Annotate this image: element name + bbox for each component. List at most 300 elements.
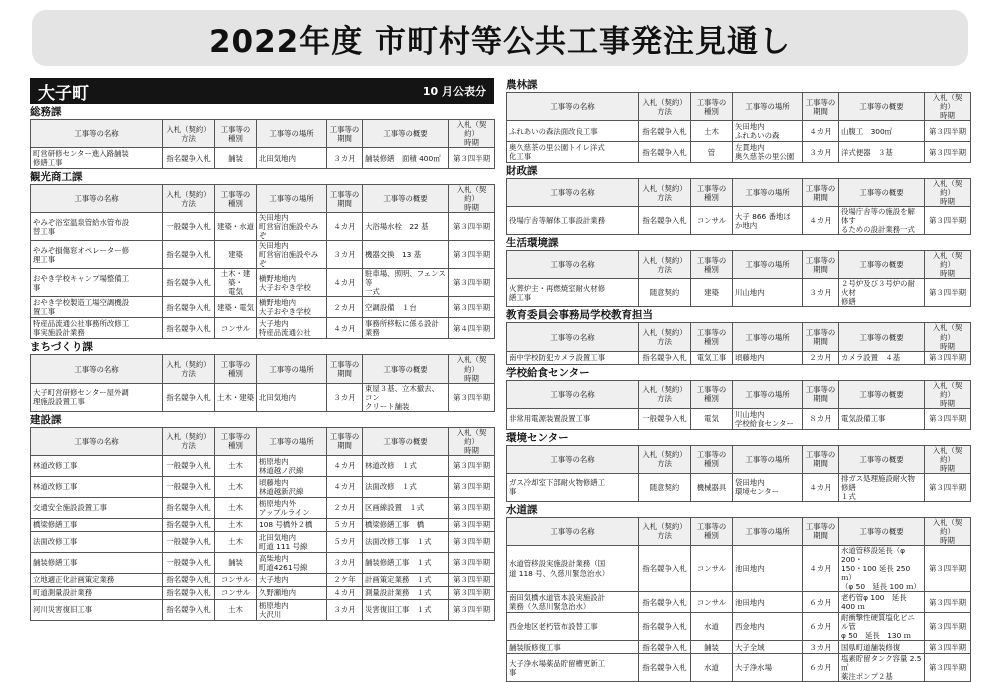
column-header: 工事等の概要: [363, 427, 449, 455]
section-title: 財政課: [506, 165, 538, 178]
table-cell: 槇野地地内 大子おやき学校: [257, 297, 327, 318]
works-table: [506, 517, 971, 682]
section-title: 水道課: [506, 503, 538, 516]
table-cell: 池田地内: [733, 545, 803, 591]
table-cell: 立地適正化計画策定業務: [31, 573, 163, 586]
table-cell: 北田気地内: [257, 148, 327, 169]
works-table: [30, 184, 495, 339]
column-header: 入札（契約） 方法: [639, 445, 691, 473]
table-header-row: [507, 380, 971, 408]
table-cell: 舗装: [215, 148, 257, 169]
table-cell: 指名競争入札: [163, 599, 215, 620]
table-cell: 塩素貯留タンク容量 2.5㎥ 薬注ポンプ２基: [839, 654, 925, 682]
table-row: [507, 641, 971, 654]
table-cell: 北田気地内: [257, 383, 327, 411]
column-header: 工事等の 期間: [803, 517, 839, 545]
section-title: 農林課: [506, 79, 538, 91]
table-cell: コンサル: [691, 592, 733, 613]
table-cell: 火葬炉主・再燃焼室耐火材修 繕工事: [507, 279, 639, 307]
table-row: [31, 518, 495, 531]
column-header: 工事等の 種別: [215, 185, 257, 213]
table-cell: 第３四半期: [925, 279, 971, 307]
table-row: [31, 455, 495, 476]
table-cell: 指名競争入札: [163, 269, 215, 297]
column-header: 工事等の 期間: [803, 251, 839, 279]
column-header: 入札（契約） 方法: [639, 179, 691, 207]
table-cell: 第３四半期: [449, 241, 495, 269]
table-row: [31, 213, 495, 241]
table-row: [507, 351, 971, 364]
table-cell: ３カ月: [327, 241, 363, 269]
table-cell: 袋田地内 環境センター: [733, 473, 803, 501]
column-header: 工事等の概要: [363, 185, 449, 213]
table-cell: コンサル: [215, 318, 257, 339]
table-row: [31, 476, 495, 497]
table-cell: 108 号橋外２橋: [257, 518, 327, 531]
column-header: 工事等の名称: [507, 445, 639, 473]
table-cell: 第３四半期: [449, 476, 495, 497]
section-title: 生活環境課: [506, 237, 559, 250]
table-cell: 第３四半期: [925, 351, 971, 364]
table-cell: ５カ月: [327, 531, 363, 552]
table-cell: 水道管移設延長（φ 200・ 150・100 延長 250 ｍ） （φ 50 延長 100 ｍ）: [839, 545, 925, 591]
column-header: 入札（契約） 時期: [449, 427, 495, 455]
table-cell: ３カ月: [803, 279, 839, 307]
table-header-row: [507, 323, 971, 351]
table-cell: ふれあいの森法面改良工事: [507, 121, 639, 142]
table-cell: ５カ月: [327, 518, 363, 531]
table-cell: 指名競争入札: [639, 207, 691, 235]
column-header: 工事等の 種別: [691, 179, 733, 207]
table-cell: 計画策定業務 １式: [363, 573, 449, 586]
table-row: [507, 545, 971, 591]
table-header-row: [507, 179, 971, 207]
table-cell: 土木・建築: [215, 383, 257, 411]
table-cell: 一般競争入札: [163, 213, 215, 241]
table-cell: 役場庁舎等の施設を解体す るための設計業務一式: [839, 207, 925, 235]
table-cell: 一般競争入札: [163, 476, 215, 497]
table-cell: 指名競争入札: [163, 241, 215, 269]
table-cell: 矢田地内 町営宿泊施設やみ ぞ: [257, 213, 327, 241]
column-header: 工事等の 期間: [803, 380, 839, 408]
table-cell: 頃藤地内: [733, 351, 803, 364]
table-cell: ４カ月: [327, 586, 363, 599]
column-header: 工事等の概要: [839, 380, 925, 408]
table-cell: やみぞ損傷窓オペレーター修 理工事: [31, 241, 163, 269]
section-title: 学校給食センター: [506, 366, 590, 379]
table-cell: 水道: [691, 613, 733, 641]
table-cell: ２カ月: [327, 297, 363, 318]
table-cell: 指名競争入札: [639, 641, 691, 654]
table-cell: 区画線設置 １式: [363, 497, 449, 518]
table-row: [31, 318, 495, 339]
table-cell: 土木: [215, 518, 257, 531]
column-header: 入札（契約） 方法: [639, 517, 691, 545]
table-row: [31, 497, 495, 518]
column-header: 工事等の 種別: [691, 380, 733, 408]
table-cell: 随意契約: [639, 279, 691, 307]
works-table: [506, 380, 971, 430]
table-cell: 久野瀬地内: [257, 586, 327, 599]
table-cell: ４カ月: [327, 213, 363, 241]
column-header: 工事等の 種別: [691, 445, 733, 473]
column-header: 工事等の 種別: [215, 355, 257, 383]
table-cell: 一般競争入札: [639, 408, 691, 429]
column-header: 入札（契約） 方法: [163, 427, 215, 455]
table-cell: おやき学校キャンプ場整備工 事: [31, 269, 163, 297]
column-header: 工事等の 期間: [327, 120, 363, 148]
table-cell: 電気: [691, 408, 733, 429]
table-cell: 駐車場、照明、フェンス等 一式: [363, 269, 449, 297]
works-table: [30, 427, 495, 621]
table-row: [507, 408, 971, 429]
table-cell: 第３四半期: [449, 269, 495, 297]
column-header: 工事等の名称: [507, 517, 639, 545]
column-header: 工事等の場所: [733, 445, 803, 473]
table-cell: 随意契約: [639, 473, 691, 501]
table-cell: 一般競争入札: [163, 552, 215, 573]
table-cell: 土木: [215, 599, 257, 620]
table-cell: 大子全域: [733, 641, 803, 654]
table-cell: 一般競争入札: [163, 531, 215, 552]
column-header: 工事等の 種別: [691, 517, 733, 545]
table-cell: 林道改修工事: [31, 476, 163, 497]
table-cell: 建築・電気: [215, 297, 257, 318]
table-row: [507, 654, 971, 682]
table-cell: 災害復旧工事 １式: [363, 599, 449, 620]
column-header: 工事等の概要: [839, 445, 925, 473]
table-cell: コンサル: [215, 586, 257, 599]
table-cell: 特産品流通公社事務所改修工 事実施設計業務: [31, 318, 163, 339]
table-cell: ３カ月: [803, 641, 839, 654]
table-cell: 矢田地内 ふれあいの森: [733, 121, 803, 142]
table-cell: 南中学校防犯カメラ設置工事: [507, 351, 639, 364]
table-cell: 国県町道舗装修復: [839, 641, 925, 654]
column-header: 工事等の 種別: [691, 93, 733, 121]
column-header: 工事等の名称: [507, 93, 639, 121]
table-row: [31, 531, 495, 552]
table-cell: 大子浄水場薬品貯留槽更新工 事: [507, 654, 639, 682]
table-cell: 第３四半期: [449, 297, 495, 318]
table-cell: ２ケ年: [327, 573, 363, 586]
section-title: 観光商工課: [30, 171, 83, 184]
works-table: [30, 119, 495, 169]
column-header: 入札（契約） 方法: [163, 185, 215, 213]
table-cell: 栃原地内 林道越ノ沢線: [257, 455, 327, 476]
table-cell: 第３四半期: [449, 383, 495, 411]
table-cell: 第４四半期: [449, 318, 495, 339]
table-cell: 第３四半期: [449, 586, 495, 599]
works-table: [506, 92, 971, 163]
column-header: 入札（契約） 方法: [639, 93, 691, 121]
table-cell: 大子町営研修センター屋外調 理施設設置工事: [31, 383, 163, 411]
table-cell: 池田地内: [733, 592, 803, 613]
table-cell: 第３四半期: [449, 455, 495, 476]
table-cell: 第３四半期: [925, 592, 971, 613]
table-cell: 林道改修工事: [31, 455, 163, 476]
table-cell: ３カ月: [327, 383, 363, 411]
column-header: 入札（契約） 時期: [449, 185, 495, 213]
column-header: 入札（契約） 時期: [925, 380, 971, 408]
table-cell: 高柴地内 町道4261号線: [257, 552, 327, 573]
table-cell: ２カ月: [327, 497, 363, 518]
table-cell: 機械器具: [691, 473, 733, 501]
column-header: 工事等の 種別: [691, 251, 733, 279]
table-cell: ４カ月: [803, 473, 839, 501]
table-cell: 機器交換 13 基: [363, 241, 449, 269]
section-title: 教育委員会事務局学校教育担当: [506, 309, 653, 322]
column-header: 工事等の概要: [839, 251, 925, 279]
table-row: [507, 279, 971, 307]
table-cell: 舗装修繕 面積 400㎡: [363, 148, 449, 169]
works-table: [506, 178, 971, 235]
column-header: 工事等の概要: [363, 120, 449, 148]
table-cell: 指名競争入札: [639, 142, 691, 163]
table-row: [31, 552, 495, 573]
section-title: まちづくり課: [30, 341, 93, 354]
column-header: 工事等の概要: [839, 179, 925, 207]
table-cell: 指名競争入札: [163, 383, 215, 411]
table-cell: 指名競争入札: [163, 318, 215, 339]
table-cell: ４カ月: [327, 455, 363, 476]
table-cell: 指名競争入札: [639, 592, 691, 613]
table-cell: 空調設備 １台: [363, 297, 449, 318]
table-cell: ６カ月: [803, 613, 839, 641]
table-cell: 指名競争入札: [639, 121, 691, 142]
table-cell: 建築: [215, 241, 257, 269]
table-cell: 奥久慈茶の里公園トイレ洋式 化工事: [507, 142, 639, 163]
table-row: [31, 241, 495, 269]
page-title: 2022年度 市町村等公共工事発注見通し: [208, 23, 792, 60]
section-title: 総務課: [30, 106, 62, 118]
column-header: 入札（契約） 時期: [925, 93, 971, 121]
table-cell: カメラ設置 ４基: [839, 351, 925, 364]
column-header: 工事等の 期間: [327, 185, 363, 213]
table-header-row: [507, 93, 971, 121]
table-cell: 槇野地地内 大子おやき学校: [257, 269, 327, 297]
column-header: 工事等の概要: [839, 323, 925, 351]
table-cell: 第３四半期: [449, 599, 495, 620]
table-cell: ４カ月: [327, 318, 363, 339]
table-row: [507, 613, 971, 641]
table-row: [507, 142, 971, 163]
table-cell: 西金地区老朽管布設替工事: [507, 613, 639, 641]
table-cell: 指名競争入札: [163, 518, 215, 531]
table-header-row: [31, 185, 495, 213]
column-header: 入札（契約） 時期: [449, 120, 495, 148]
town-name: 大子町: [38, 83, 89, 104]
table-cell: 交通安全施設設置工事: [31, 497, 163, 518]
column-header: 工事等の 期間: [803, 179, 839, 207]
table-row: [507, 473, 971, 501]
table-cell: 第３四半期: [449, 213, 495, 241]
works-table: [506, 445, 971, 502]
table-cell: 第３四半期: [449, 497, 495, 518]
table-cell: 法面改修工事: [31, 531, 163, 552]
table-cell: 老朽管φ 100 延長 400 ｍ: [839, 592, 925, 613]
table-cell: 土木: [215, 455, 257, 476]
table-cell: 第３四半期: [449, 573, 495, 586]
table-cell: 第３四半期: [925, 473, 971, 501]
table-cell: 水道管移設実施設計業務（国 道 118 号、久慈川緊急治水）: [507, 545, 639, 591]
column-header: 工事等の名称: [507, 179, 639, 207]
table-cell: 北田気地内 町道 111 号線: [257, 531, 327, 552]
column-header: 工事等の場所: [733, 179, 803, 207]
table-cell: 舗装: [691, 641, 733, 654]
table-cell: 第３四半期: [449, 148, 495, 169]
column-header: 工事等の 期間: [803, 323, 839, 351]
column-header: 工事等の 期間: [327, 355, 363, 383]
table-header-row: [507, 517, 971, 545]
table-cell: 山腹工 300㎡: [839, 121, 925, 142]
table-cell: 第３四半期: [925, 142, 971, 163]
table-cell: 東屋３基、立木撤去、コン クリート舗装: [363, 383, 449, 411]
table-cell: ３カ月: [327, 552, 363, 573]
table-cell: 指名競争入札: [639, 654, 691, 682]
column-header: 工事等の名称: [31, 185, 163, 213]
table-cell: 大子地内 特産品流通公社: [257, 318, 327, 339]
table-cell: 第３四半期: [925, 545, 971, 591]
column-header: 工事等の名称: [31, 427, 163, 455]
column-header: 入札（契約） 時期: [449, 355, 495, 383]
table-cell: 一般競争入札: [163, 455, 215, 476]
works-table: [506, 322, 971, 364]
table-cell: ３カ月: [327, 148, 363, 169]
table-cell: 第３四半期: [925, 613, 971, 641]
table-cell: 測量設計業務 １式: [363, 586, 449, 599]
table-cell: ３カ月: [327, 599, 363, 620]
table-cell: 第３四半期: [449, 552, 495, 573]
column-header: 工事等の名称: [507, 380, 639, 408]
column-header: 工事等の概要: [839, 517, 925, 545]
column-header: 工事等の概要: [363, 355, 449, 383]
table-cell: 洋式便器 ３基: [839, 142, 925, 163]
column-header: 工事等の場所: [733, 251, 803, 279]
table-cell: 南田気橋水道管本設実施設計 業務（久慈川緊急治水）: [507, 592, 639, 613]
table-cell: 指名競争入札: [163, 497, 215, 518]
column-header: 入札（契約） 方法: [639, 323, 691, 351]
column-header: 工事等の場所: [257, 185, 327, 213]
column-header: 工事等の 種別: [691, 323, 733, 351]
table-cell: ２カ月: [803, 351, 839, 364]
table-cell: 指名競争入札: [163, 297, 215, 318]
table-cell: 法面改修工事 １式: [363, 531, 449, 552]
table-cell: 土木: [691, 121, 733, 142]
table-cell: ２号炉及び３号炉の耐火材 修繕: [839, 279, 925, 307]
table-cell: 建築: [691, 279, 733, 307]
table-cell: 指名競争入札: [163, 148, 215, 169]
column-header: 入札（契約） 方法: [163, 355, 215, 383]
table-cell: 西金地内: [733, 613, 803, 641]
column-header: 入札（契約） 方法: [639, 251, 691, 279]
table-cell: ガス冷却室下部耐火物修繕工 事: [507, 473, 639, 501]
table-cell: コンサル: [691, 545, 733, 591]
section-title: 建設課: [30, 413, 62, 426]
section-title: 環境センター: [506, 431, 569, 444]
table-cell: 左貫地内 奥久慈茶の里公園: [733, 142, 803, 163]
table-cell: 土木: [215, 531, 257, 552]
table-cell: ８カ月: [803, 408, 839, 429]
table-cell: 大子地内: [257, 573, 327, 586]
publication-month: 10 月公表分: [422, 85, 486, 98]
table-cell: 第３四半期: [449, 531, 495, 552]
table-cell: 栃原地内 大沢川: [257, 599, 327, 620]
table-row: [507, 592, 971, 613]
works-table: [30, 354, 495, 411]
table-cell: 法面改修 １式: [363, 476, 449, 497]
table-cell: 土木: [215, 476, 257, 497]
table-cell: 水道: [691, 654, 733, 682]
table-cell: おやき学校製造工場空調機設 置工事: [31, 297, 163, 318]
table-cell: 河川災害復旧工事: [31, 599, 163, 620]
column-header: 入札（契約） 時期: [925, 445, 971, 473]
table-cell: 指名競争入札: [639, 351, 691, 364]
column-header: 入札（契約） 時期: [925, 179, 971, 207]
column-header: 工事等の名称: [507, 323, 639, 351]
table-cell: 舗装修繕工事 １式: [363, 552, 449, 573]
table-cell: 役場庁舎等解体工事設計業務: [507, 207, 639, 235]
table-cell: 舗装: [215, 552, 257, 573]
table-cell: ４カ月: [803, 207, 839, 235]
table-row: [31, 297, 495, 318]
table-cell: 川山地内: [733, 279, 803, 307]
column-header: 工事等の 種別: [215, 120, 257, 148]
table-cell: 大子浄水場: [733, 654, 803, 682]
table-cell: 舗装版修復工事: [507, 641, 639, 654]
table-cell: コンサル: [691, 207, 733, 235]
table-row: [507, 207, 971, 235]
table-header-row: [31, 120, 495, 148]
table-header-row: [507, 445, 971, 473]
works-table: [506, 250, 971, 307]
column-header: 工事等の名称: [507, 251, 639, 279]
table-cell: 土木: [215, 497, 257, 518]
table-cell: 第３四半期: [925, 207, 971, 235]
column-header: 工事等の場所: [733, 323, 803, 351]
table-cell: 第３四半期: [449, 518, 495, 531]
table-row: [31, 586, 495, 599]
table-cell: ３カ月: [803, 142, 839, 163]
table-cell: ６カ月: [803, 654, 839, 682]
column-header: 工事等の場所: [733, 93, 803, 121]
table-cell: 橋梁修繕工事 橋: [363, 518, 449, 531]
table-cell: 第３四半期: [925, 641, 971, 654]
table-cell: ４カ月: [803, 121, 839, 142]
table-cell: 指名競争入札: [163, 586, 215, 599]
column-header: 入札（契約） 時期: [925, 323, 971, 351]
table-row: [31, 269, 495, 297]
table-header-row: [507, 251, 971, 279]
table-cell: 建築・水道: [215, 213, 257, 241]
table-cell: 栃原地内外 アップルライン: [257, 497, 327, 518]
table-cell: 指名競争入札: [639, 613, 691, 641]
table-cell: 第３四半期: [925, 654, 971, 682]
column-header: 工事等の場所: [257, 120, 327, 148]
column-header: 工事等の概要: [839, 93, 925, 121]
column-header: 工事等の名称: [31, 120, 163, 148]
table-cell: 指名競争入札: [163, 573, 215, 586]
table-row: [31, 148, 495, 169]
table-cell: 事務所移転に係る設計業務: [363, 318, 449, 339]
table-cell: 排ガス処理施設耐火物修繕 １式: [839, 473, 925, 501]
table-header-row: [31, 355, 495, 383]
table-cell: 川山地内 学校給食センター: [733, 408, 803, 429]
table-cell: ６カ月: [803, 592, 839, 613]
column-header: 入札（契約） 方法: [639, 380, 691, 408]
table-cell: ４カ月: [803, 545, 839, 591]
column-header: 工事等の 期間: [803, 445, 839, 473]
page-title-bar: [32, 10, 968, 66]
